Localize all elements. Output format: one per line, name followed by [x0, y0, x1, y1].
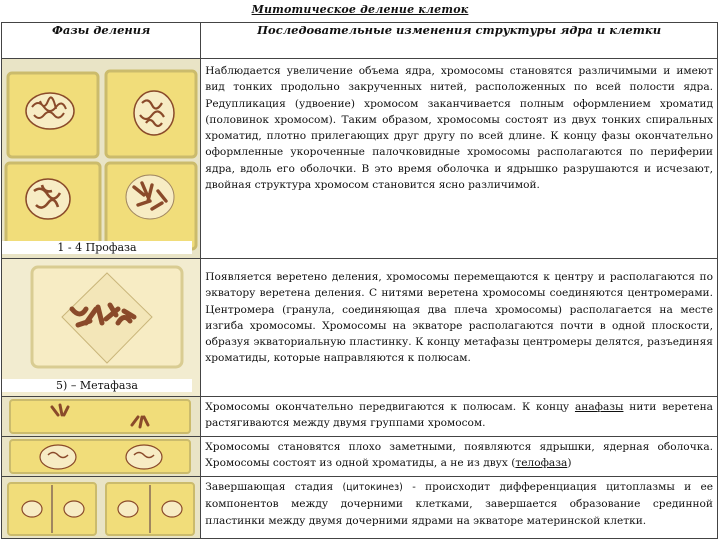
telophase-term: телофаза	[515, 457, 568, 470]
telophase-cell-illustration	[2, 437, 200, 476]
anaphase-image-cell	[2, 397, 201, 437]
anaphase-text-before: Хромосомы окончательно передвигаются к полюсам. К концу	[205, 401, 575, 413]
anaphase-description-cell	[201, 397, 718, 437]
telophase-image-cell	[2, 437, 201, 477]
metaphase-image-cell	[2, 259, 201, 397]
table-row-anaphase	[2, 397, 718, 437]
prophase-cell-3	[6, 163, 100, 249]
telophase-text-before: Хромосомы становятся плохо заметными, появляются ядрышки, ядерная оболочка. Хромосомы состоят из одной хроматиды, а не из двух (	[205, 441, 713, 470]
metaphase-cell-illustration	[2, 259, 200, 396]
anaphase-cell-illustration	[2, 397, 200, 436]
column-header-changes: Последовательные изменения структуры ядра и клетки	[201, 23, 718, 59]
cytokinesis-note: (цитокинез)	[342, 482, 403, 493]
prophase-cell-1	[8, 73, 98, 157]
metaphase-description: Появляется веретено деления, хромосомы перемещаются к центру и располагаются по экватору веретена деления. С нитями веретена хромосомы соединяются центромерами. Центромера (гранула, соединяющая два плеча хромосомы) располагается на месте изгиба хромосомы. Хромосомы на экваторе располагаются почти в одной плоскости, образуя экваториальную пластинку. К концу метафазы центромеры делятся, разъединяя хроматиды, которые направляются к полюсам.	[205, 271, 713, 365]
cytokinesis-description	[201, 477, 717, 529]
cytokinesis-text-before: Завершающая стадия	[205, 481, 343, 493]
table-header-row	[2, 23, 718, 59]
anaphase-term: анафазы	[574, 401, 624, 413]
metaphase-label: 5) – Метафаза	[2, 379, 192, 392]
page-title: Митотическое деление клеток	[251, 3, 469, 16]
cytokinesis-description-cell	[201, 477, 718, 539]
prophase-description: Наблюдается увеличение объема ядра, хромосомы становятся различимыми и имеют вид тонких продольно закрученных нитей, расположенных по всей полости ядра. Редупликация (удвоение) хромосом заканчивается полным оформлением хроматид (половинок хромосом). Таким образом, хромосомы состоят из двух тонких спиральных хроматид, плотно прилегающих друг другу по всей длине. К концу фазы окончательно оформленные укороченные палочковидные хромосомы располагаются по периферии ядра, вдоль его оболочки. В это время оболочка и ядрышко разрушаются и исчезают, двойная структура хромосом становится ясно различимой.	[205, 65, 713, 192]
prophase-cells-illustration	[2, 59, 200, 258]
prophase-cell-2	[106, 71, 196, 157]
telophase-description	[201, 437, 717, 472]
table-row-telophase	[2, 437, 718, 477]
prophase-description-cell	[201, 59, 718, 259]
column-header-phases: Фазы деления	[2, 23, 201, 59]
cytokinesis-text-after: - происходит дифференциация цитоплазмы и ее компонентов между дочерними клетками, завершается образование срединной пластинки между двумя дочерними ядрами на экваторе материнской клетки.	[205, 481, 714, 527]
prophase-label: 1 - 4 Профаза	[2, 241, 192, 254]
table-row-metaphase	[2, 259, 718, 397]
cytokinesis-image-cell	[2, 477, 201, 539]
anaphase-description	[201, 397, 717, 432]
prophase-images-cell	[2, 59, 201, 259]
prophase-cell-4	[106, 163, 196, 249]
anaphase-text-after: нити веретена растягиваются между двумя группами хромосом.	[205, 401, 713, 430]
table-row-prophase	[2, 59, 718, 259]
telophase-text-after: )	[567, 457, 572, 470]
mitosis-table	[1, 22, 718, 539]
table-row-cytokinesis	[2, 477, 718, 539]
telophase-description-cell	[201, 437, 718, 477]
cytokinesis-cells-illustration	[2, 477, 200, 538]
metaphase-description-cell	[201, 259, 718, 397]
